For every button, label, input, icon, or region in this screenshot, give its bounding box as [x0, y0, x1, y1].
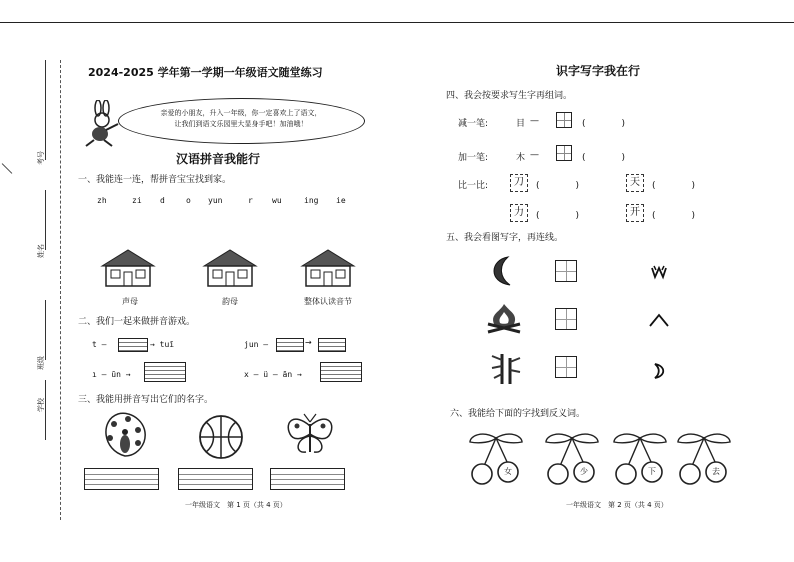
compare-char: 刀 [510, 174, 528, 192]
antonym-char: 女 [504, 467, 512, 476]
pinyin-item[interactable]: d [160, 196, 165, 205]
compare-char: 力 [510, 204, 528, 222]
pinyin-item[interactable]: o [186, 196, 191, 205]
sidebar-dashed-line [60, 60, 61, 520]
section-heading-characters: 识字写字我在行 [556, 64, 641, 78]
house-label: 整体认读音节 [304, 297, 352, 306]
pinyin-answer-box[interactable] [144, 362, 186, 382]
cherry-icon [540, 430, 604, 486]
dash: — [530, 150, 539, 160]
rule-subtract-label: 减一笔: [458, 119, 489, 129]
arrow-icon: → [305, 338, 312, 347]
compare-char: 天 [626, 174, 644, 192]
pinyin-writing-box[interactable] [178, 468, 253, 490]
word-paren[interactable]: ( ) [536, 211, 580, 221]
bubble-line-2: 让我们到语文乐园里大显身手吧！加油哦！ [174, 120, 308, 128]
sidebar-label-exam-no: 考号 [37, 151, 45, 165]
source-char: 木 [516, 153, 526, 163]
dash: — [530, 116, 539, 126]
question-5-label: 五、我会看图写字，再连线。 [446, 233, 564, 243]
sidebar-line-1 [45, 60, 46, 160]
game-row-text: jun — [244, 340, 269, 349]
pinyin-writing-box[interactable] [84, 468, 159, 490]
question-3-label: 三、我能用拼音写出它们的名字。 [78, 395, 214, 405]
pinyin-item[interactable]: zi [132, 196, 142, 205]
basketball-icon [198, 414, 244, 460]
char-writing-grid[interactable] [555, 308, 577, 330]
house-label: 韵母 [222, 297, 238, 306]
moon-icon [484, 254, 518, 288]
section-heading-pinyin: 汉语拼音我能行 [176, 152, 261, 166]
antonym-char: 少 [580, 467, 588, 476]
house-label: 声母 [122, 297, 138, 306]
word-paren[interactable]: ( ) [536, 181, 580, 191]
sidebar-label-school: 学校 [37, 398, 45, 412]
rule-add-label: 加一笔: [458, 153, 489, 163]
sidebar-label-class: 班级 [37, 356, 45, 370]
pinyin-item[interactable]: ing [304, 196, 319, 205]
glyph-moon-icon[interactable] [650, 362, 668, 380]
word-paren[interactable]: ( ) [652, 211, 696, 221]
game-row-text: t — [92, 340, 107, 349]
antonym-char: 去 [712, 467, 720, 476]
game-row-text: x — ü — ān → [244, 370, 302, 379]
question-2-label: 二、我们一起来做拼音游戏。 [78, 317, 196, 327]
page-footer-right: 一年级语文 第 2 页（共 4 页） [566, 501, 668, 509]
sidebar-line-3 [45, 300, 46, 360]
pinyin-answer-box[interactable] [320, 362, 362, 382]
top-rule [0, 22, 794, 23]
house-icon[interactable] [300, 248, 356, 288]
butterfly-icon [284, 412, 336, 458]
house-icon[interactable] [202, 248, 258, 288]
pinyin-item[interactable]: wu [272, 196, 282, 205]
char-writing-grid[interactable] [555, 260, 577, 282]
cherry-icon [608, 430, 672, 486]
page-footer-left: 一年级语文 第 1 页（共 4 页） [185, 501, 287, 509]
game-row-text: ı — ūn → [92, 370, 131, 379]
word-paren[interactable]: ( ) [582, 119, 626, 129]
bamboo-icon [490, 352, 522, 386]
char-writing-grid[interactable] [556, 112, 572, 128]
pinyin-item[interactable]: r [248, 196, 253, 205]
char-writing-grid[interactable] [556, 145, 572, 161]
sidebar-line-2 [45, 190, 46, 250]
word-paren[interactable]: ( ) [582, 153, 626, 163]
page-title: 2024-2025 学年第一学期一年级语文随堂练习 [88, 66, 323, 79]
pinyin-answer-box[interactable] [318, 338, 346, 352]
peacock-icon [98, 410, 152, 460]
word-paren[interactable]: ( ) [652, 181, 696, 191]
glyph-mountain-icon[interactable] [648, 312, 670, 328]
question-4-label: 四、我会按要求写生字再组词。 [446, 91, 573, 101]
pinyin-item[interactable]: zh [97, 196, 107, 205]
source-char: 目 [516, 119, 526, 129]
cherry-icon [672, 430, 736, 486]
cherry-icon [464, 430, 528, 486]
sidebar-label-name: 姓名 [37, 244, 45, 258]
pinyin-answer-box[interactable] [276, 338, 304, 352]
house-icon[interactable] [100, 248, 156, 288]
antonym-char: 下 [648, 467, 656, 476]
fire-icon [484, 302, 524, 336]
bubble-line-1: 亲爱的小朋友，升入一年级，你一定喜欢上了语文， [160, 109, 322, 117]
game-row-text: → tuī [150, 340, 175, 349]
question-6-label: 六、我能给下面的字找到反义词。 [450, 409, 586, 419]
rule-compare-label: 比一比: [458, 181, 489, 191]
question-1-label: 一、我能连一连，帮拼音宝宝找到家。 [78, 175, 232, 185]
pinyin-item[interactable]: ie [336, 196, 346, 205]
edge-mark [2, 163, 13, 174]
rabbit-icon [76, 100, 124, 148]
compare-char: 开 [626, 204, 644, 222]
pinyin-answer-box[interactable] [118, 338, 148, 352]
pinyin-item[interactable]: yun [208, 196, 223, 205]
pinyin-writing-box[interactable] [270, 468, 345, 490]
char-writing-grid[interactable] [555, 356, 577, 378]
glyph-fire-icon[interactable] [650, 262, 668, 280]
